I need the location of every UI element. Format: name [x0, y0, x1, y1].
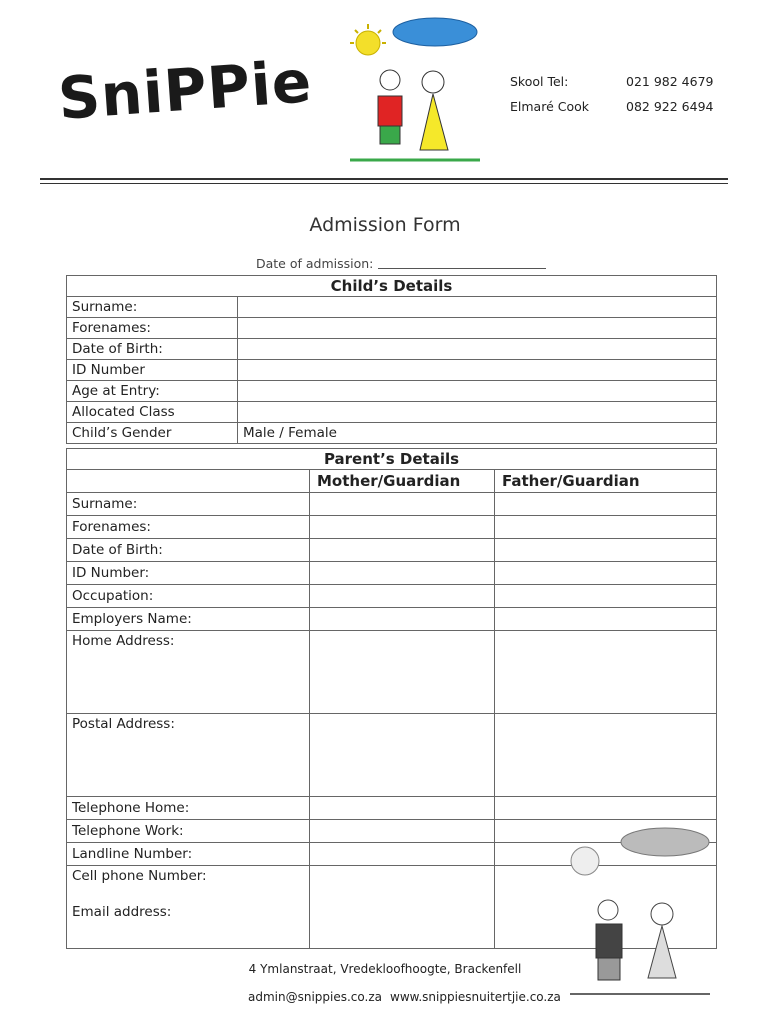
child-dob-label: Date of Birth: [67, 339, 238, 360]
child-class-field[interactable] [238, 402, 717, 423]
parent-blank-header [67, 470, 310, 493]
mother-postal-address-field[interactable] [310, 714, 495, 797]
child-class-label: Allocated Class [67, 402, 238, 423]
footer-email-link[interactable]: admin@snippies.co.za [248, 990, 383, 1004]
father-home-address-field[interactable] [495, 631, 717, 714]
mother-id-field[interactable] [310, 562, 495, 585]
date-of-admission-label: Date of admission: [256, 256, 374, 271]
parent-tel-home-label: Telephone Home: [67, 797, 310, 820]
child-surname-field[interactable] [238, 297, 717, 318]
father-guardian-header: Father/Guardian [495, 470, 717, 493]
father-postal-address-field[interactable] [495, 714, 717, 797]
parent-forenames-label: Forenames: [67, 516, 310, 539]
father-occupation-field[interactable] [495, 585, 717, 608]
contact-phone-value: 082 922 6494 [626, 99, 714, 114]
mother-tel-work-field[interactable] [310, 820, 495, 843]
parent-occupation-label: Occupation: [67, 585, 310, 608]
parents-details-heading: Parent’s Details [67, 449, 717, 470]
footer-website-link[interactable]: www.snippiesnuitertjie.co.za [390, 990, 561, 1004]
mother-home-address-field[interactable] [310, 631, 495, 714]
parent-dob-label: Date of Birth: [67, 539, 310, 562]
child-id-label: ID Number [67, 360, 238, 381]
father-id-field[interactable] [495, 562, 717, 585]
header-divider-thin [40, 183, 728, 184]
child-surname-label: Surname: [67, 297, 238, 318]
logo: SniPPie [55, 47, 315, 133]
parent-email-label: Email address: [72, 904, 172, 920]
contact-name-label: Elmaré Cook [510, 99, 589, 114]
parent-surname-label: Surname: [67, 493, 310, 516]
header-divider [40, 178, 728, 180]
child-dob-field[interactable] [238, 339, 717, 360]
parent-postal-address-label: Postal Address: [67, 714, 310, 797]
child-forenames-field[interactable] [238, 318, 717, 339]
father-employer-field[interactable] [495, 608, 717, 631]
mother-occupation-field[interactable] [310, 585, 495, 608]
mother-dob-field[interactable] [310, 539, 495, 562]
father-dob-field[interactable] [495, 539, 717, 562]
mother-forenames-field[interactable] [310, 516, 495, 539]
mother-employer-field[interactable] [310, 608, 495, 631]
date-of-admission-field[interactable] [378, 268, 546, 269]
mother-tel-home-field[interactable] [310, 797, 495, 820]
form-title: Admission Form [309, 214, 461, 236]
mother-cell-email-field[interactable] [310, 866, 495, 949]
parent-landline-label: Landline Number: [67, 843, 310, 866]
child-forenames-label: Forenames: [67, 318, 238, 339]
childs-details-table [66, 275, 717, 444]
kids-drawing-illustration-bottom [560, 818, 720, 1008]
child-age-label: Age at Entry: [67, 381, 238, 402]
father-surname-field[interactable] [495, 493, 717, 516]
school-tel-value: 021 982 4679 [626, 74, 714, 89]
father-tel-home-field[interactable] [495, 797, 717, 820]
parent-tel-work-label: Telephone Work: [67, 820, 310, 843]
parent-home-address-label: Home Address: [67, 631, 310, 714]
childs-details-heading: Child’s Details [67, 276, 717, 297]
mother-landline-field[interactable] [310, 843, 495, 866]
parent-id-label: ID Number: [67, 562, 310, 585]
child-age-field[interactable] [238, 381, 717, 402]
parent-employer-label: Employers Name: [67, 608, 310, 631]
school-tel-label: Skool Tel: [510, 74, 569, 89]
parent-cell-email-labels [67, 866, 310, 949]
kids-drawing-illustration [340, 10, 490, 170]
mother-surname-field[interactable] [310, 493, 495, 516]
child-gender-label: Child’s Gender [67, 423, 238, 444]
mother-guardian-header: Mother/Guardian [310, 470, 495, 493]
footer-address: 4 Ymlanstraat, Vredekloofhoogte, Brackenfell [248, 962, 522, 976]
parent-cell-label: Cell phone Number: [72, 868, 207, 884]
child-gender-field[interactable]: Male / Female [238, 423, 717, 444]
father-forenames-field[interactable] [495, 516, 717, 539]
child-id-field[interactable] [238, 360, 717, 381]
